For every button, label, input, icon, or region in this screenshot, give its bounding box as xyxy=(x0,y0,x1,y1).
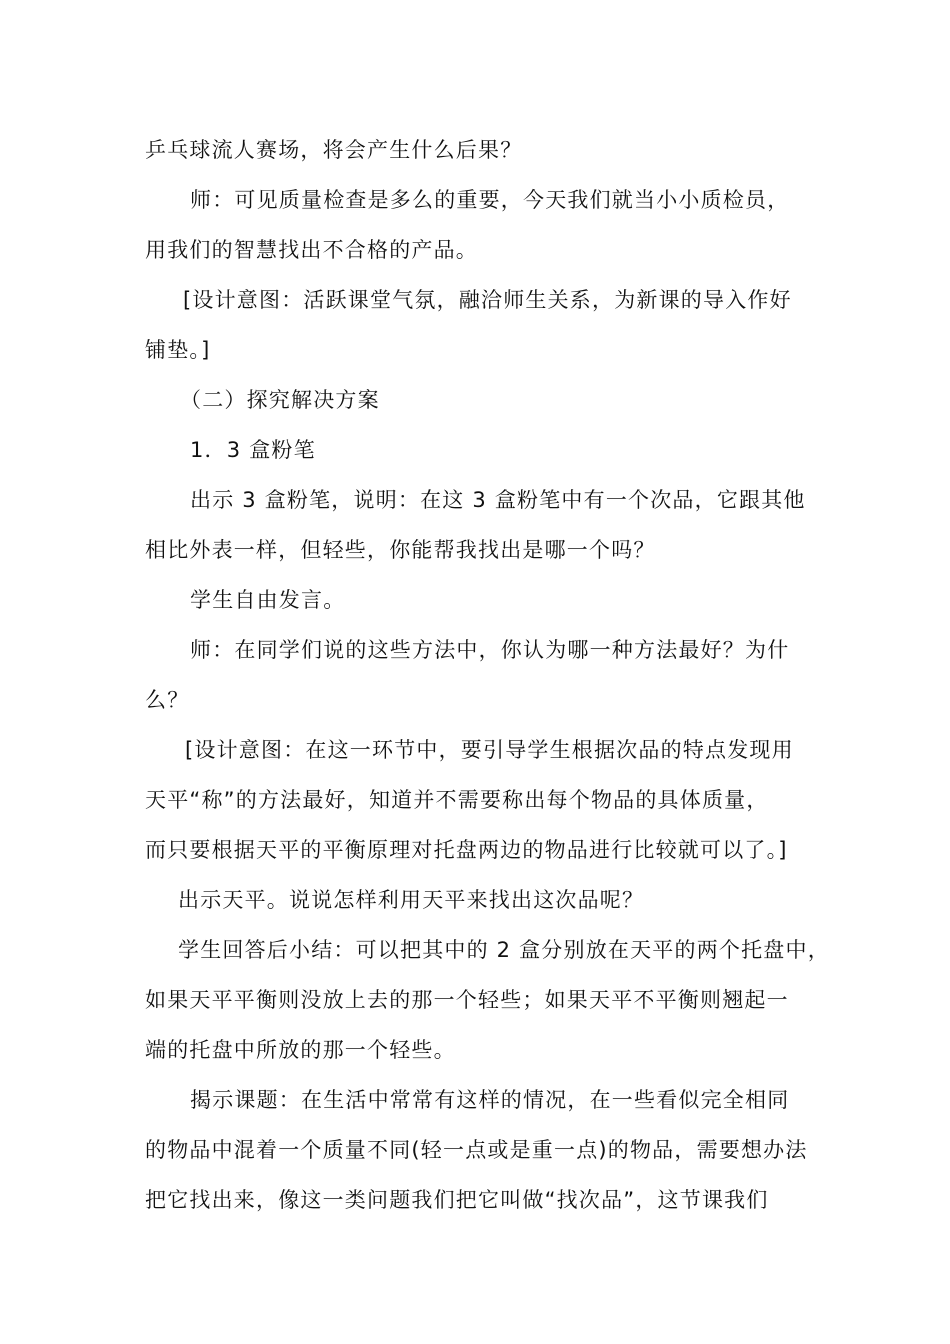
text-line: 端的托盘中所放的那一个轻些。 xyxy=(145,1038,456,1062)
text-line: 相比外表一样，但轻些，你能帮我找出是哪一个吗？ xyxy=(145,538,656,562)
text-line: 把它找出来，像这一类问题我们把它叫做“找次品”，这节课我们 xyxy=(145,1188,769,1212)
text-line: 学生回答后小结：可以把其中的 2 盒分别放在天平的两个托盘中， xyxy=(178,938,830,962)
text-line: 出示 3 盒粉笔，说明：在这 3 盒粉笔中有一个次品，它跟其他 xyxy=(190,488,806,512)
subsection-heading: 1．3 盒粉笔 xyxy=(190,438,316,462)
text-line: 乒乓球流人赛场，将会产生什么后果？ xyxy=(145,138,523,162)
text-line: 学生自由发言。 xyxy=(190,588,346,612)
text-line: 么？ xyxy=(145,688,190,712)
text-line: 如果天平平衡则没放上去的那一个轻些；如果天平不平衡则翘起一 xyxy=(145,988,789,1012)
section-heading: （二）探究解决方案 xyxy=(180,388,380,412)
text-line: 揭示课题：在生活中常常有这样的情况，在一些看似完全相同 xyxy=(190,1088,790,1112)
text-line: [设计意图：活跃课堂气氛，融洽师生关系，为新课的导入作好 xyxy=(183,288,792,312)
text-line: [设计意图：在这一环节中，要引导学生根据次品的特点发现用 xyxy=(185,738,794,762)
text-line: 而只要根据天平的平衡原理对托盘两边的物品进行比较就可以了。] xyxy=(145,838,788,862)
text-line: 铺垫。] xyxy=(145,338,211,362)
text-line: 的物品中混着一个质量不同(轻一点或是重一点)的物品，需要想办法 xyxy=(145,1138,808,1162)
text-line: 用我们的智慧找出不合格的产品。 xyxy=(145,238,478,262)
text-line: 师：在同学们说的这些方法中，你认为哪一种方法最好？为什 xyxy=(190,638,790,662)
text-line: 师：可见质量检查是多么的重要，今天我们就当小小质检员， xyxy=(190,188,790,212)
text-line: 出示天平。说说怎样利用天平来找出这次品呢？ xyxy=(178,888,645,912)
text-line: 天平“称”的方法最好，知道并不需要称出每个物品的具体质量， xyxy=(145,788,769,812)
